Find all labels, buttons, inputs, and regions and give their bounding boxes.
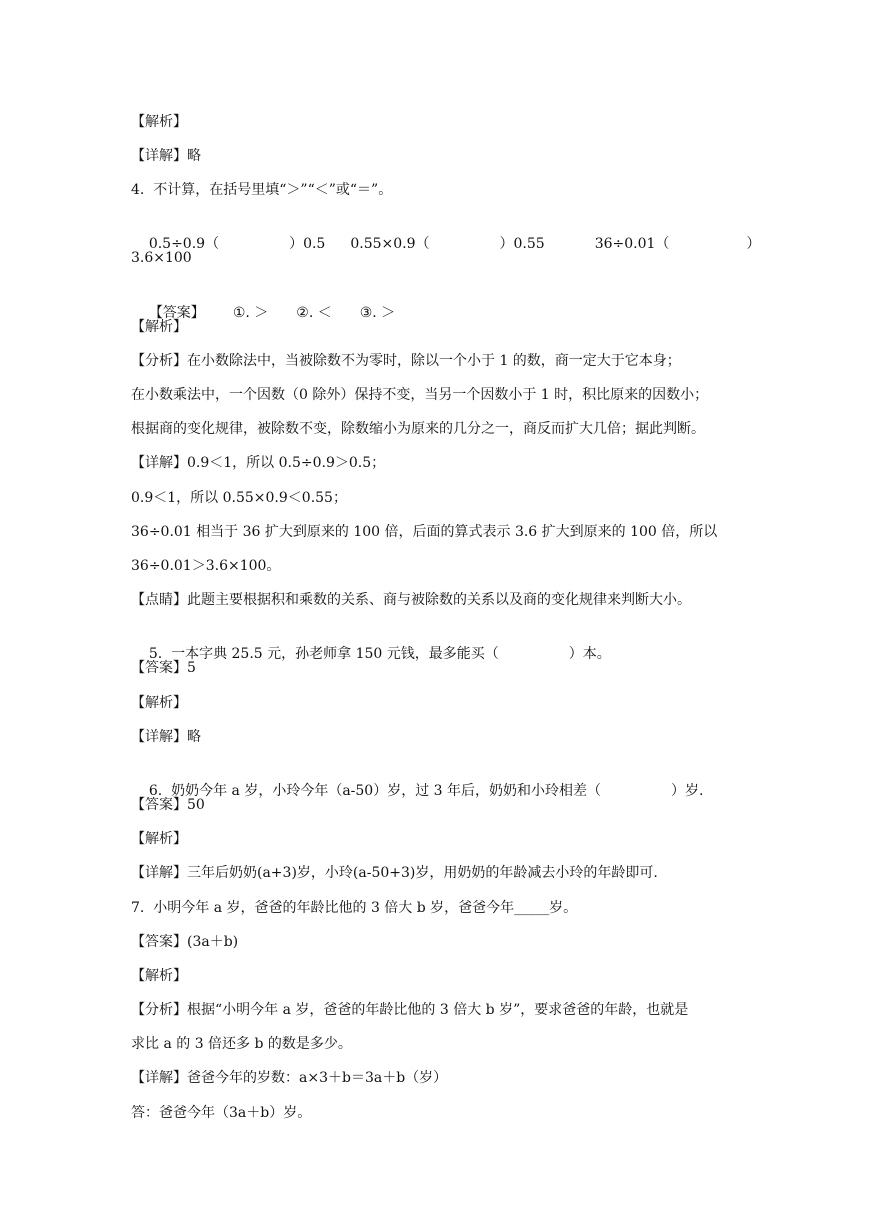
analysis-text: 【分析】在小数除法中，当被除数不为零时，除以一个小于 1 的数，商一定大于它本身； [131,353,681,369]
detail-answer: 【详解】略 [131,148,201,164]
detail-text: 【详解】三年后奶奶(a+3)岁，小玲(a-50+3)岁，用奶奶的年龄减去小玲的年龄即可. [131,865,658,881]
question-7: 7. 小明今年 a 岁，爸爸的年龄比他的 3 倍大 b 岁，爸爸今年_____岁。 [131,900,578,916]
detail-text: 0.9＜1，所以 0.55×0.9＜0.55； [131,490,347,506]
final-answer: 答：爸爸今年（3a＋b）岁。 [131,1105,312,1121]
detail-answer: 【详解】略 [131,729,201,745]
comment-text: 【点睛】此题主要根据积和乘数的关系、商与被除数的关系以及商的变化规律来判断大小。 [131,592,691,608]
question-4: 4. 不计算，在括号里填“＞”“＜”或“＝”。 [131,182,393,198]
detail-text: 36÷0.01 相当于 36 扩大到原来的 100 倍，后面的算式表示 3.6 扩大到原来的 100 倍，所以 [131,524,718,540]
analysis-text: 【分析】根据“小明今年 a 岁，爸爸的年龄比他的 3 倍大 b 岁”，要求爸爸的年龄，也就是 [131,1002,689,1018]
q7-answer: 【答案】(3a＋b) [131,934,239,950]
q4-item-3-continued: 3.6×100 [131,250,192,266]
detail-text: 36÷0.01＞3.6×100。 [131,558,281,574]
q4-item-2-right: ）0.55 [499,236,545,252]
answer-3: ③. ＞ [359,305,396,321]
analysis-heading: 【解析】 [131,319,187,335]
detail-text: 【详解】0.9＜1，所以 0.5÷0.9＞0.5； [131,455,386,471]
question-6-end: ）岁. [671,783,704,799]
answer-1: ①. ＞ [232,305,269,321]
analysis-text: 在小数乘法中，一个因数（0 除外）保持不变，当另一个因数小于 1 时，积比原来的因数小； [131,387,709,403]
analysis-text: 根据商的变化规律，被除数不变，除数缩小为原来的几分之一，商反而扩大几倍；据此判断。 [131,421,705,437]
q4-item-1: 0.5÷0.9（ [148,236,220,252]
detail-text: 【详解】爸爸今年的岁数：a×3＋b＝3a＋b（岁） [131,1070,448,1086]
question-6-text: 6. 奶奶今年 a 岁，小玲今年（a-50）岁，过 3 年后，奶奶和小玲相差（ [148,783,602,799]
q4-item-1-right: ）0.5 [289,236,326,252]
question-5-end: ）本。 [568,646,611,662]
q4-item-3-right: ） [746,236,761,252]
answer-2: ②. ＜ [296,305,332,321]
q4-item-2: 0.55×0.9（ [350,236,430,252]
q5-answer: 【答案】5 [131,660,196,676]
analysis-text: 求比 a 的 3 倍还多 b 的数是多少。 [131,1036,352,1052]
analysis-heading: 【解析】 [131,831,187,847]
answer-label: 【答案】 [148,305,205,321]
q4-item-3: 36÷0.01（ [594,236,670,252]
analysis-heading: 【解析】 [131,695,187,711]
analysis-heading: 【解析】 [131,114,187,130]
q6-answer: 【答案】50 [131,797,205,813]
analysis-heading: 【解析】 [131,968,187,984]
question-5-text: 5. 一本字典 25.5 元，孙老师拿 150 元钱，最多能买（ [148,646,499,662]
